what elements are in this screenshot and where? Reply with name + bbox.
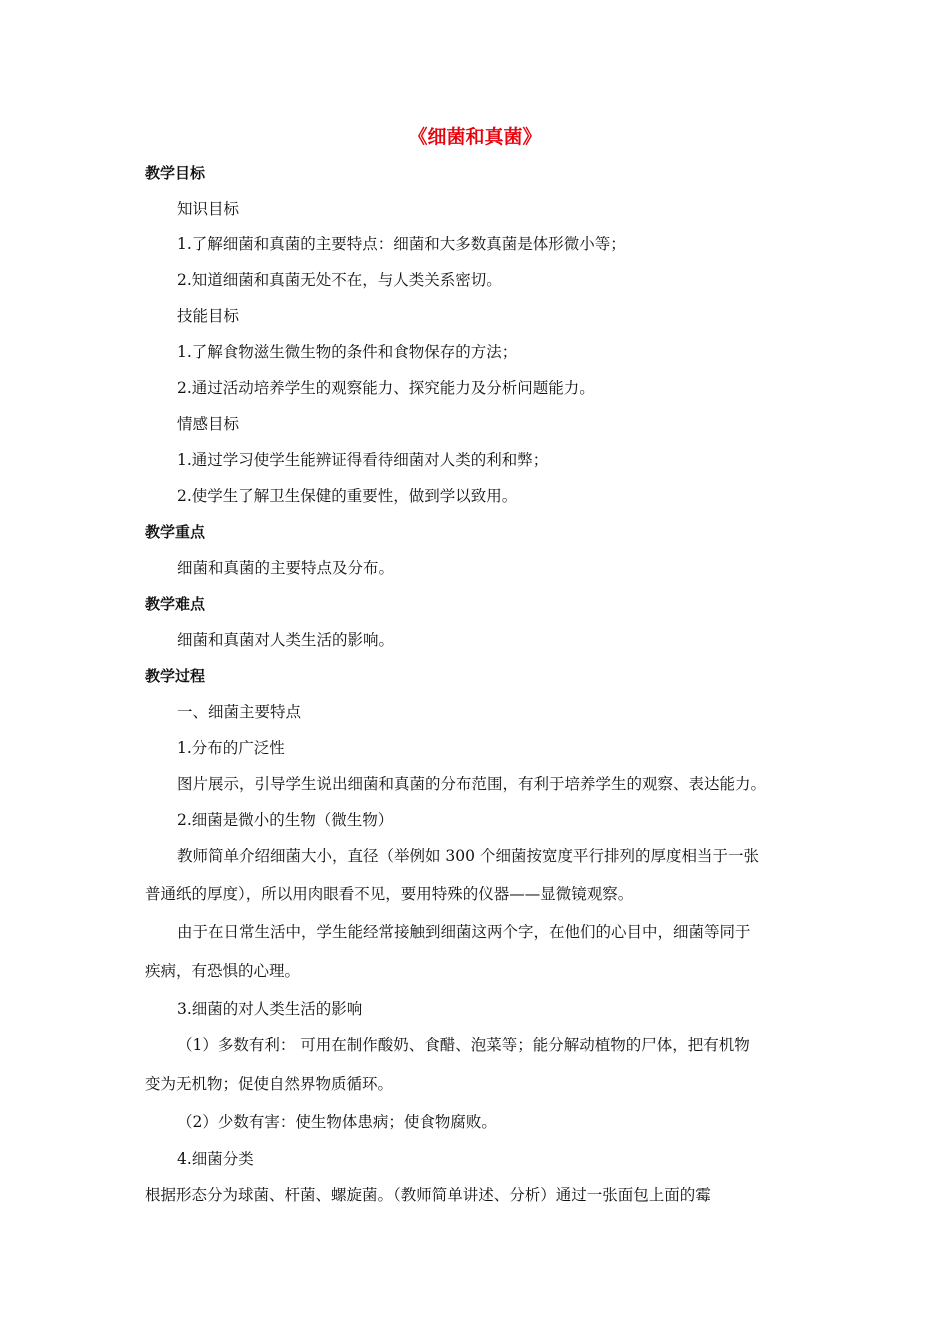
- heading-process: 教学过程: [145, 667, 206, 685]
- process-item-1-text: 图片展示，引导学生说出细菌和真菌的分布范围，有利于培养学生的观察、表达能力。: [177, 775, 767, 793]
- process-item-2-text-b: 普通纸的厚度），所以用肉眼看不见，要用特殊的仪器——显微镜观察。: [145, 885, 634, 903]
- process-item-1: 1.分布的广泛性: [177, 739, 285, 757]
- process-item-3-a2: 变为无机物；促使自然界物质循环。: [145, 1075, 394, 1093]
- skill-item-1: 1.了解食物滋生微生物的条件和食物保存的方法；: [177, 343, 518, 361]
- heading-key-points: 教学重点: [145, 523, 206, 541]
- skill-label: 技能目标: [177, 307, 240, 325]
- process-item-3-b: （2）少数有害：使生物体患病；使食物腐败。: [177, 1113, 497, 1131]
- emotion-item-2: 2.使学生了解卫生保健的重要性，做到学以致用。: [177, 487, 518, 505]
- process-item-4: 4.细菌分类: [177, 1150, 254, 1168]
- key-points-text: 细菌和真菌的主要特点及分布。: [177, 559, 395, 577]
- process-item-4-text: 根据形态分为球菌、杆菌、螺旋菌。（教师简单讲述、分析）通过一张面包上面的霉: [145, 1186, 711, 1204]
- knowledge-label: 知识目标: [177, 200, 240, 218]
- emotion-item-1: 1.通过学习使学生能辨证得看待细菌对人类的利和弊；: [177, 451, 549, 469]
- document-title: 《细菌和真菌》: [408, 126, 542, 148]
- difficulties-text: 细菌和真菌对人类生活的影响。: [177, 631, 395, 649]
- skill-item-2: 2.通过活动培养学生的观察能力、探究能力及分析问题能力。: [177, 379, 595, 397]
- knowledge-item-1: 1.了解细菌和真菌的主要特点：细菌和大多数真菌是体形微小等；: [177, 235, 626, 253]
- process-item-2-text-d: 疾病，有恐惧的心理。: [145, 962, 301, 980]
- heading-objectives: 教学目标: [145, 164, 206, 182]
- knowledge-item-2: 2.知道细菌和真菌无处不在，与人类关系密切。: [177, 271, 502, 289]
- process-item-3: 3.细菌的对人类生活的影响: [177, 1000, 363, 1018]
- heading-difficulties: 教学难点: [145, 595, 206, 613]
- process-item-2: 2.细菌是微小的生物（微生物）: [177, 811, 394, 829]
- process-part-1: 一、细菌主要特点: [177, 703, 302, 721]
- emotion-label: 情感目标: [177, 415, 240, 433]
- process-item-2-text-c: 由于在日常生活中，学生能经常接触到细菌这两个字，在他们的心目中，细菌等同于: [177, 923, 751, 941]
- process-item-3-a1: （1）多数有利： 可用在制作酸奶、食醋、泡菜等；能分解动植物的尸体，把有机物: [177, 1036, 750, 1054]
- process-item-2-text-a: 教师简单介绍细菌大小，直径（举例如 300 个细菌按宽度平行排列的厚度相当于一张: [177, 847, 759, 865]
